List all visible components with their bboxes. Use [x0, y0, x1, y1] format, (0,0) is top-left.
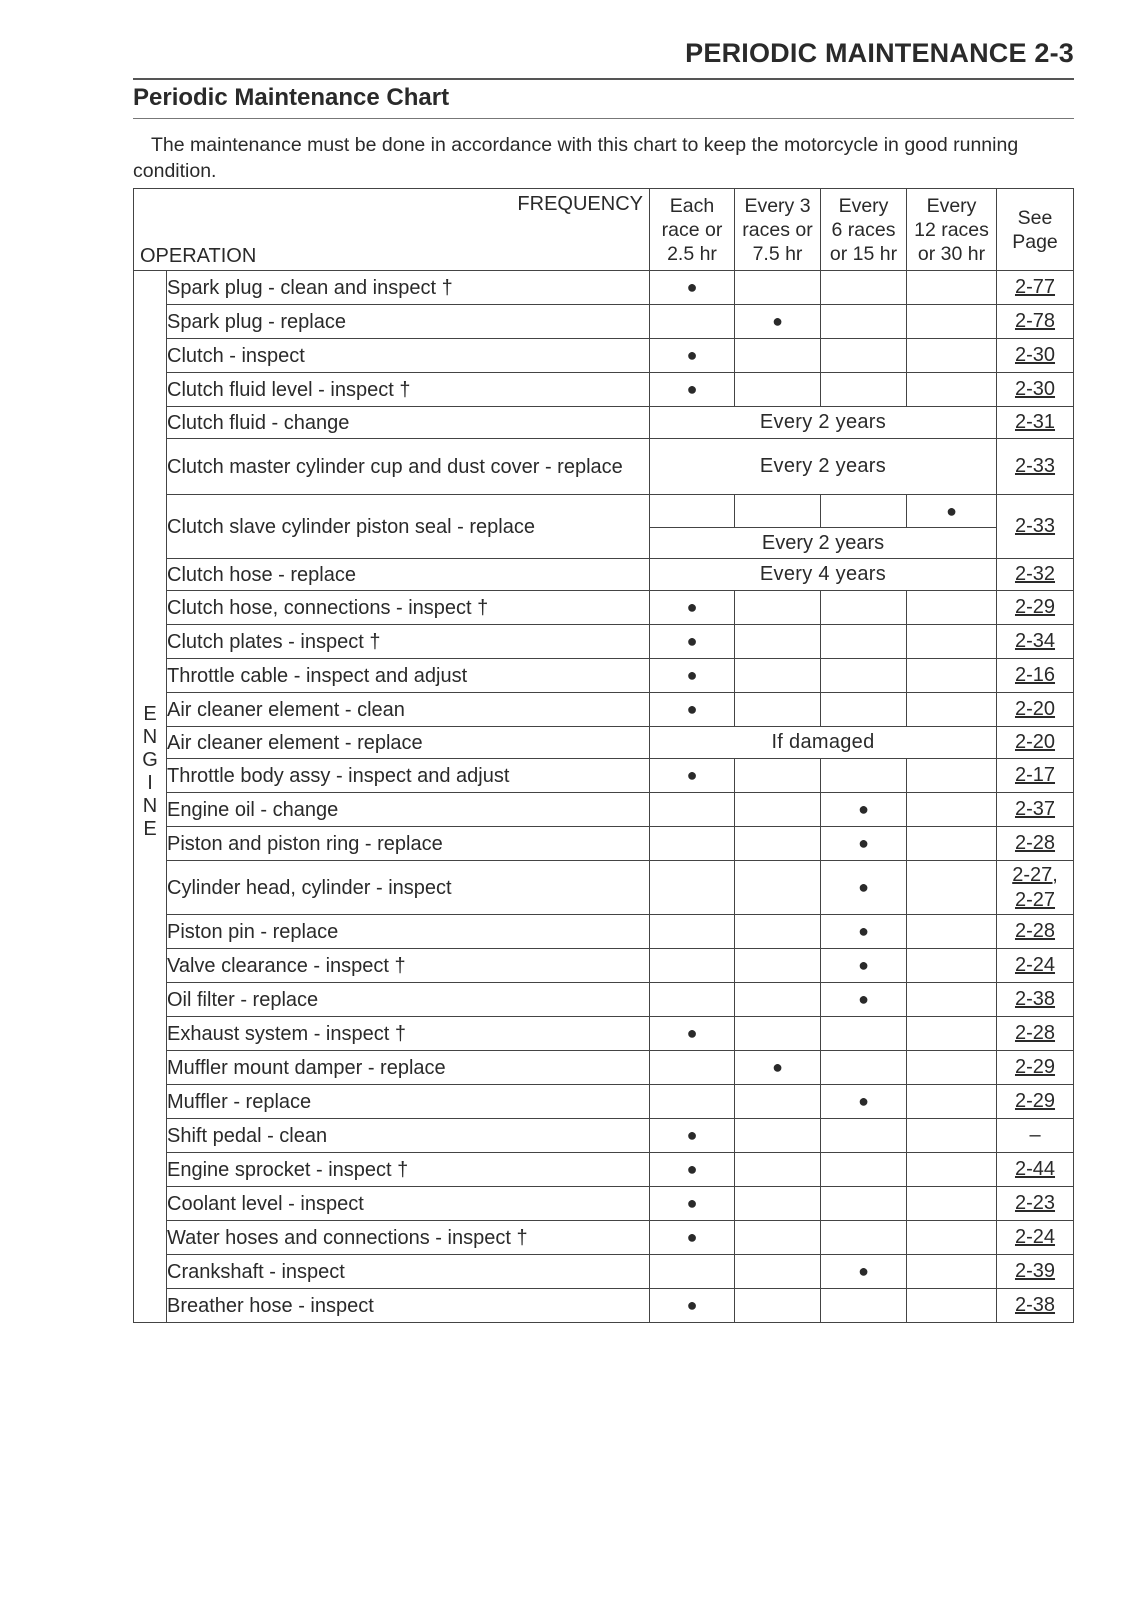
- category-letter: E: [143, 818, 157, 840]
- see-page-link[interactable]: 2-29: [997, 1051, 1074, 1085]
- operation-cell: Exhaust system - inspect †: [167, 1017, 650, 1051]
- operation-cell: Clutch - inspect: [167, 339, 650, 373]
- operation-cell: Clutch fluid level - inspect †: [167, 373, 650, 407]
- table-row: [134, 1289, 1074, 1323]
- table-row: [134, 1051, 1074, 1085]
- see-page-link[interactable]: 2-33: [997, 439, 1074, 495]
- table-row: [134, 793, 1074, 827]
- interval-dot-mark: ●: [650, 1187, 735, 1221]
- table-row: [134, 495, 1074, 559]
- interval-empty-cell: [735, 1017, 821, 1051]
- interval-empty-cell: [907, 271, 997, 305]
- operation-cell: Oil filter - replace: [167, 983, 650, 1017]
- table-row: [134, 559, 1074, 591]
- interval-span-text: Every 2 years: [761, 531, 885, 554]
- interval-dot-mark: ●: [650, 693, 735, 727]
- table-row: [134, 625, 1074, 659]
- operation-cell: Muffler mount damper - replace: [167, 1051, 650, 1085]
- interval-empty-cell: [735, 759, 821, 793]
- interval-empty-cell: [735, 373, 821, 407]
- see-page-link[interactable]: 2-20: [997, 727, 1074, 759]
- interval-empty-cell: [735, 1119, 821, 1153]
- interval-empty-cell: [907, 305, 997, 339]
- frequency-label: FREQUENCY: [517, 193, 643, 215]
- see-page-link[interactable]: 2-34: [997, 625, 1074, 659]
- column-header-line: Page: [1012, 230, 1058, 253]
- interval-empty-cell: [735, 339, 821, 373]
- see-page-link[interactable]: 2-77: [997, 271, 1074, 305]
- interval-empty-cell: [821, 693, 907, 727]
- interval-span-text: If damaged: [650, 727, 997, 759]
- interval-empty-cell: [735, 1187, 821, 1221]
- interval-dot-mark: ●: [946, 500, 957, 521]
- interval-empty-cell: [821, 373, 907, 407]
- interval-empty-cell: [650, 983, 735, 1017]
- interval-dot-mark: ●: [650, 1289, 735, 1323]
- operation-cell: Clutch fluid - change: [167, 407, 650, 439]
- see-page-link[interactable]: 2-29: [997, 1085, 1074, 1119]
- interval-empty-cell: [821, 1051, 907, 1085]
- category-letter: G: [142, 749, 158, 771]
- intro-paragraph: The maintenance must be done in accordance with this chart to keep the motorcycle in good running condition.: [133, 134, 1019, 182]
- interval-empty-cell: [821, 271, 907, 305]
- interval-empty-cell: [735, 495, 821, 527]
- interval-empty-cell: [821, 1017, 907, 1051]
- table-row: [134, 949, 1074, 983]
- interval-empty-cell: [735, 827, 821, 861]
- interval-span-text: Every 4 years: [650, 559, 997, 591]
- column-header-line: 6 races: [831, 218, 896, 241]
- table-row: [134, 827, 1074, 861]
- frequency-column-header: [735, 189, 821, 271]
- interval-empty-cell: [907, 793, 997, 827]
- interval-dot-mark: ●: [650, 591, 735, 625]
- interval-empty-cell: [821, 305, 907, 339]
- interval-dot-mark: ●: [650, 759, 735, 793]
- see-page-link[interactable]: 2-38: [997, 983, 1074, 1017]
- interval-empty-cell: [907, 339, 997, 373]
- table-row: [134, 407, 1074, 439]
- interval-empty-cell: [821, 759, 907, 793]
- see-page-link: –: [997, 1119, 1074, 1153]
- frequency-split-cell: [650, 495, 997, 559]
- see-page-link[interactable]: 2-27, 2-27: [997, 861, 1074, 915]
- interval-empty-cell: [650, 861, 735, 915]
- interval-empty-cell: [735, 983, 821, 1017]
- see-page-link[interactable]: 2-32: [997, 559, 1074, 591]
- category-letters: [142, 703, 158, 841]
- column-header-line: Each: [669, 194, 715, 217]
- column-header-line: races or: [742, 218, 813, 241]
- see-page-link[interactable]: 2-44: [997, 1153, 1074, 1187]
- interval-dot-mark: ●: [735, 305, 821, 339]
- table-row: [134, 1153, 1074, 1187]
- frequency-marks-row: [650, 495, 996, 528]
- interval-empty-cell: [735, 1085, 821, 1119]
- interval-empty-cell: [821, 1289, 907, 1323]
- interval-empty-cell: [821, 591, 907, 625]
- see-page-link[interactable]: 2-17: [997, 759, 1074, 793]
- interval-empty-cell: [907, 983, 997, 1017]
- see-page-link[interactable]: 2-24: [997, 949, 1074, 983]
- page-header-title: PERIODIC MAINTENANCE 2-3: [685, 38, 1074, 68]
- interval-empty-cell: [907, 1051, 997, 1085]
- table-row: [134, 591, 1074, 625]
- interval-empty-cell: [821, 659, 907, 693]
- operation-cell: Air cleaner element - clean: [167, 693, 650, 727]
- see-page-link[interactable]: 2-31: [997, 407, 1074, 439]
- operation-cell: Crankshaft - inspect: [167, 1255, 650, 1289]
- operation-cell: Piston and piston ring - replace: [167, 827, 650, 861]
- interval-empty-cell: [735, 693, 821, 727]
- column-header-line: race or: [661, 218, 723, 241]
- see-page-link[interactable]: 2-28: [997, 827, 1074, 861]
- interval-empty-cell: [907, 1187, 997, 1221]
- table-row: [134, 271, 1074, 305]
- chart-body: [134, 271, 1074, 1323]
- interval-dot-mark: ●: [650, 1153, 735, 1187]
- table-row: [134, 1085, 1074, 1119]
- interval-empty-cell: [821, 339, 907, 373]
- operation-label: OPERATION: [140, 245, 257, 267]
- see-page-link[interactable]: 2-28: [997, 1017, 1074, 1051]
- interval-empty-cell: [907, 1153, 997, 1187]
- column-header-line: See: [1017, 206, 1053, 229]
- category-letter: I: [147, 772, 153, 794]
- see-page-link[interactable]: 2-33: [997, 495, 1074, 559]
- table-row: [134, 659, 1074, 693]
- column-header-line: Every: [838, 194, 889, 217]
- interval-empty-cell: [821, 625, 907, 659]
- operation-cell: Shift pedal - clean: [167, 1119, 650, 1153]
- interval-empty-cell: [650, 949, 735, 983]
- interval-empty-cell: [907, 373, 997, 407]
- see-page-link[interactable]: 2-28: [997, 915, 1074, 949]
- interval-empty-cell: [735, 861, 821, 915]
- see-page-link[interactable]: 2-30: [997, 373, 1074, 407]
- column-header-line: or 15 hr: [829, 242, 898, 265]
- table-row: [134, 759, 1074, 793]
- interval-empty-cell: [650, 1255, 735, 1289]
- operation-cell: Clutch plates - inspect †: [167, 625, 650, 659]
- operation-cell: Engine oil - change: [167, 793, 650, 827]
- operation-cell: Air cleaner element - replace: [167, 727, 650, 759]
- interval-dot-mark: ●: [650, 1119, 735, 1153]
- interval-dot-mark: ●: [650, 1221, 735, 1255]
- category-letter: E: [143, 703, 157, 725]
- interval-empty-cell: [735, 625, 821, 659]
- operation-cell: Muffler - replace: [167, 1085, 650, 1119]
- column-header-line: Every: [926, 194, 977, 217]
- table-row: [134, 727, 1074, 759]
- operation-cell: Coolant level - inspect: [167, 1187, 650, 1221]
- frequency-column-header: [907, 189, 997, 271]
- interval-empty-cell: [650, 1051, 735, 1085]
- interval-empty-cell: [907, 1221, 997, 1255]
- interval-empty-cell: [650, 305, 735, 339]
- interval-empty-cell: [650, 1085, 735, 1119]
- operation-cell: Throttle cable - inspect and adjust: [167, 659, 650, 693]
- interval-empty-cell: [907, 861, 997, 915]
- table-row: [134, 915, 1074, 949]
- see-page-header: [997, 189, 1074, 271]
- interval-dot-mark: ●: [650, 625, 735, 659]
- table-row: [134, 305, 1074, 339]
- category-letter: N: [142, 726, 158, 748]
- operation-cell: Valve clearance - inspect †: [167, 949, 650, 983]
- operation-cell: Clutch slave cylinder piston seal - replace: [167, 495, 650, 559]
- frequency-column-header: [650, 189, 735, 271]
- interval-empty-cell: [735, 591, 821, 625]
- interval-empty-cell: [907, 625, 997, 659]
- interval-empty-cell: [821, 1153, 907, 1187]
- interval-empty-cell: [907, 659, 997, 693]
- interval-dot-mark: ●: [650, 1017, 735, 1051]
- interval-dot-mark: ●: [821, 1085, 907, 1119]
- category-letter: N: [142, 795, 158, 817]
- table-row: [134, 1119, 1074, 1153]
- table-row: [134, 693, 1074, 727]
- see-page-link[interactable]: 2-20: [997, 693, 1074, 727]
- interval-empty-cell: [735, 1289, 821, 1323]
- interval-empty-cell: [821, 1221, 907, 1255]
- interval-dot-mark: ●: [650, 339, 735, 373]
- interval-dot-mark: ●: [821, 827, 907, 861]
- operation-cell: Water hoses and connections - inspect †: [167, 1221, 650, 1255]
- table-row: [134, 861, 1074, 915]
- operation-cell: Clutch hose, connections - inspect †: [167, 591, 650, 625]
- operation-cell: Throttle body assy - inspect and adjust: [167, 759, 650, 793]
- operation-cell: Clutch master cylinder cup and dust cover - replace: [167, 439, 650, 495]
- interval-empty-cell: [907, 591, 997, 625]
- interval-empty-cell: [735, 949, 821, 983]
- table-row: [134, 339, 1074, 373]
- table-row: [134, 373, 1074, 407]
- interval-dot-mark: ●: [821, 915, 907, 949]
- interval-empty-cell: [735, 1255, 821, 1289]
- interval-dot-mark: ●: [650, 271, 735, 305]
- operation-cell: Clutch hose - replace: [167, 559, 650, 591]
- operation-cell: Engine sprocket - inspect †: [167, 1153, 650, 1187]
- interval-empty-cell: [650, 495, 735, 527]
- operation-cell: Spark plug - clean and inspect †: [167, 271, 650, 305]
- interval-empty-cell: [907, 949, 997, 983]
- interval-span-text: Every 2 years: [650, 439, 997, 495]
- column-header-line: 12 races: [914, 218, 989, 241]
- interval-empty-cell: [735, 271, 821, 305]
- interval-empty-cell: [735, 659, 821, 693]
- see-page-link[interactable]: 2-24: [997, 1221, 1074, 1255]
- interval-empty-cell: [907, 1085, 997, 1119]
- table-row: [134, 439, 1074, 495]
- interval-empty-cell: [735, 1221, 821, 1255]
- interval-empty-cell: [650, 793, 735, 827]
- interval-empty-cell: [735, 915, 821, 949]
- maintenance-chart-table: [133, 188, 1074, 1323]
- header-rule: [133, 78, 1074, 80]
- section-title: Periodic Maintenance Chart: [133, 84, 450, 111]
- operation-frequency-header: [134, 189, 650, 271]
- frequency-column-header: [821, 189, 907, 271]
- interval-empty-cell: [907, 1119, 997, 1153]
- operation-cell: Spark plug - replace: [167, 305, 650, 339]
- interval-dot-mark: ●: [821, 793, 907, 827]
- table-row: [134, 1255, 1074, 1289]
- see-page-link[interactable]: 2-38: [997, 1289, 1074, 1323]
- interval-empty-cell: [650, 915, 735, 949]
- column-header-line: Every 3: [744, 194, 811, 217]
- operation-cell: Piston pin - replace: [167, 915, 650, 949]
- table-row: [134, 1187, 1074, 1221]
- operation-cell: Breather hose - inspect: [167, 1289, 650, 1323]
- interval-empty-cell: [735, 793, 821, 827]
- interval-empty-cell: [821, 1119, 907, 1153]
- interval-dot-mark: ●: [650, 373, 735, 407]
- interval-empty-cell: [907, 915, 997, 949]
- see-page-link[interactable]: 2-39: [997, 1255, 1074, 1289]
- table-row: [134, 1017, 1074, 1051]
- interval-empty-cell: [735, 1153, 821, 1187]
- see-page-link[interactable]: 2-78: [997, 305, 1074, 339]
- see-page-link[interactable]: 2-16: [997, 659, 1074, 693]
- operation-cell: Cylinder head, cylinder - inspect: [167, 861, 650, 915]
- interval-dot-mark: ●: [821, 1255, 907, 1289]
- column-header-line: 7.5 hr: [752, 242, 803, 265]
- column-header-line: 2.5 hr: [667, 242, 717, 265]
- interval-empty-cell: [907, 759, 997, 793]
- table-row: [134, 983, 1074, 1017]
- interval-empty-cell: [907, 693, 997, 727]
- interval-empty-cell: [907, 1255, 997, 1289]
- interval-span-text: Every 2 years: [650, 407, 997, 439]
- interval-dot-mark: ●: [821, 983, 907, 1017]
- interval-dot-mark: ●: [821, 949, 907, 983]
- category-engine-label: [134, 271, 167, 1323]
- interval-empty-cell: [821, 495, 907, 527]
- interval-empty-cell: [907, 1017, 997, 1051]
- column-header-line: or 30 hr: [917, 242, 986, 265]
- interval-dot-mark: ●: [650, 659, 735, 693]
- interval-dot-mark: ●: [735, 1051, 821, 1085]
- see-page-link[interactable]: 2-37: [997, 793, 1074, 827]
- see-page-link[interactable]: 2-23: [997, 1187, 1074, 1221]
- interval-empty-cell: [821, 1187, 907, 1221]
- section-rule: [133, 118, 1074, 119]
- see-page-link[interactable]: 2-30: [997, 339, 1074, 373]
- see-page-link[interactable]: 2-29: [997, 591, 1074, 625]
- interval-empty-cell: [650, 827, 735, 861]
- interval-empty-cell: [907, 1289, 997, 1323]
- interval-empty-cell: [907, 827, 997, 861]
- table-row: [134, 1221, 1074, 1255]
- interval-dot-mark: ●: [821, 861, 907, 915]
